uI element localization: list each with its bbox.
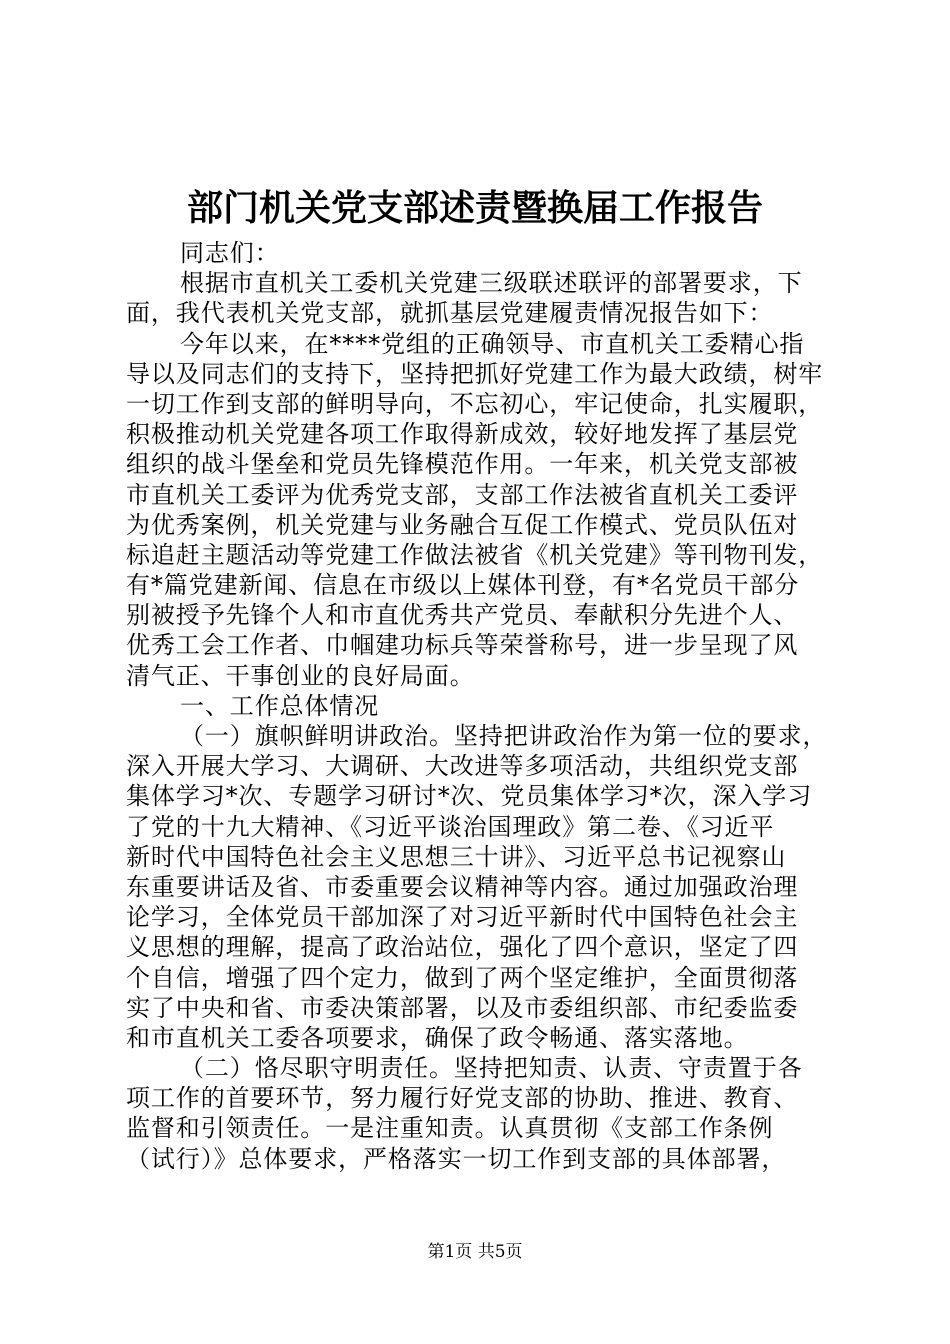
text-line: 东重要讲话及省、市委重要会议精神等内容。通过加强政治理 bbox=[126, 872, 799, 901]
text-line: （二）恪尽职守明责任。坚持把知责、认责、守责置于各 bbox=[180, 1054, 803, 1083]
text-line: 今年以来，在****党组的正确领导、市直机关工委精心指 bbox=[180, 329, 805, 358]
text-line: 集体学习*次、专题学习研讨*次、党员集体学习*次，深入学习 bbox=[126, 782, 813, 811]
document-title: 部门机关党支部述责暨换届工作报告 bbox=[186, 187, 763, 229]
text-line: 市直机关工委评为优秀党支部，支部工作法被省直机关工委评 bbox=[126, 480, 799, 509]
text-line: 一切工作到支部的鲜明导向，不忘初心，牢记使命，扎实履职， bbox=[126, 389, 824, 418]
section-heading: 一、工作总体情况 bbox=[180, 691, 380, 720]
text-line: 和市直机关工委各项要求，确保了政令畅通、落实落地。 bbox=[126, 1023, 749, 1052]
text-line: （一）旗帜鲜明讲政治。坚持把讲政治作为第一位的要求， bbox=[180, 722, 828, 750]
text-line: 项工作的首要环节，努力履行好党支部的协助、推进、教育、 bbox=[126, 1084, 799, 1113]
text-line: 个自信，增强了四个定力，做到了两个坚定维护，全面贯彻落 bbox=[126, 963, 799, 992]
text-line: 面，我代表机关党支部，就抓基层党建履责情况报告如下： bbox=[126, 299, 774, 328]
text-line: 义思想的理解，提高了政治站位，强化了四个意识，坚定了四 bbox=[126, 933, 799, 962]
text-line: 积极推动机关党建各项工作取得新成效，较好地发挥了基层党 bbox=[126, 420, 799, 449]
text-line: 监督和引领责任。一是注重知责。认真贯彻《支部工作条例 bbox=[126, 1114, 774, 1143]
text-line: 优秀工会工作者、巾帼建功标兵等荣誉称号，进一步呈现了风 bbox=[126, 631, 799, 660]
text-line: 组织的战斗堡垒和党员先锋模范作用。一年来，机关党支部被 bbox=[126, 450, 799, 479]
text-line: 论学习，全体党员干部加深了对习近平新时代中国特色社会主 bbox=[126, 903, 799, 932]
text-line: 别被授予先锋个人和市直优秀共产党员、奉献积分先进个人、 bbox=[126, 601, 799, 630]
document-body bbox=[126, 238, 846, 1174]
text-line: 同志们： bbox=[180, 239, 280, 267]
text-line: 实了中央和省、市委决策部署，以及市委组织部、市纪委监委 bbox=[126, 993, 799, 1022]
text-line: 有*篇党建新闻、信息在市级以上媒体刊登，有*名党员干部分 bbox=[126, 571, 800, 600]
text-line: 了党的十九大精神、《习近平谈治国理政》第二卷、《习近平 bbox=[126, 812, 775, 841]
text-line: 为优秀案例，机关党建与业务融合互促工作模式、党员队伍对 bbox=[126, 510, 799, 539]
page-footer: 第1页 共5页 bbox=[427, 1242, 523, 1262]
text-line: 清气正、干事创业的良好局面。 bbox=[126, 661, 475, 690]
text-line: 深入开展大学习、大调研、大改进等多项活动，共组织党支部 bbox=[126, 752, 799, 781]
text-line: 导以及同志们的支持下，坚持把抓好党建工作为最大政绩，树牢 bbox=[126, 359, 824, 388]
text-line: 根据市直机关工委机关党建三级联述联评的部署要求，下 bbox=[180, 269, 803, 298]
text-line: 新时代中国特色社会主义思想三十讲》、习近平总书记视察山 bbox=[126, 842, 787, 871]
text-line: （试行）》总体要求，严格落实一切工作到支部的具体部署， bbox=[126, 1144, 787, 1173]
text-line: 标追赶主题活动等党建工作做法被省《机关党建》等刊物刊发， bbox=[126, 540, 824, 569]
